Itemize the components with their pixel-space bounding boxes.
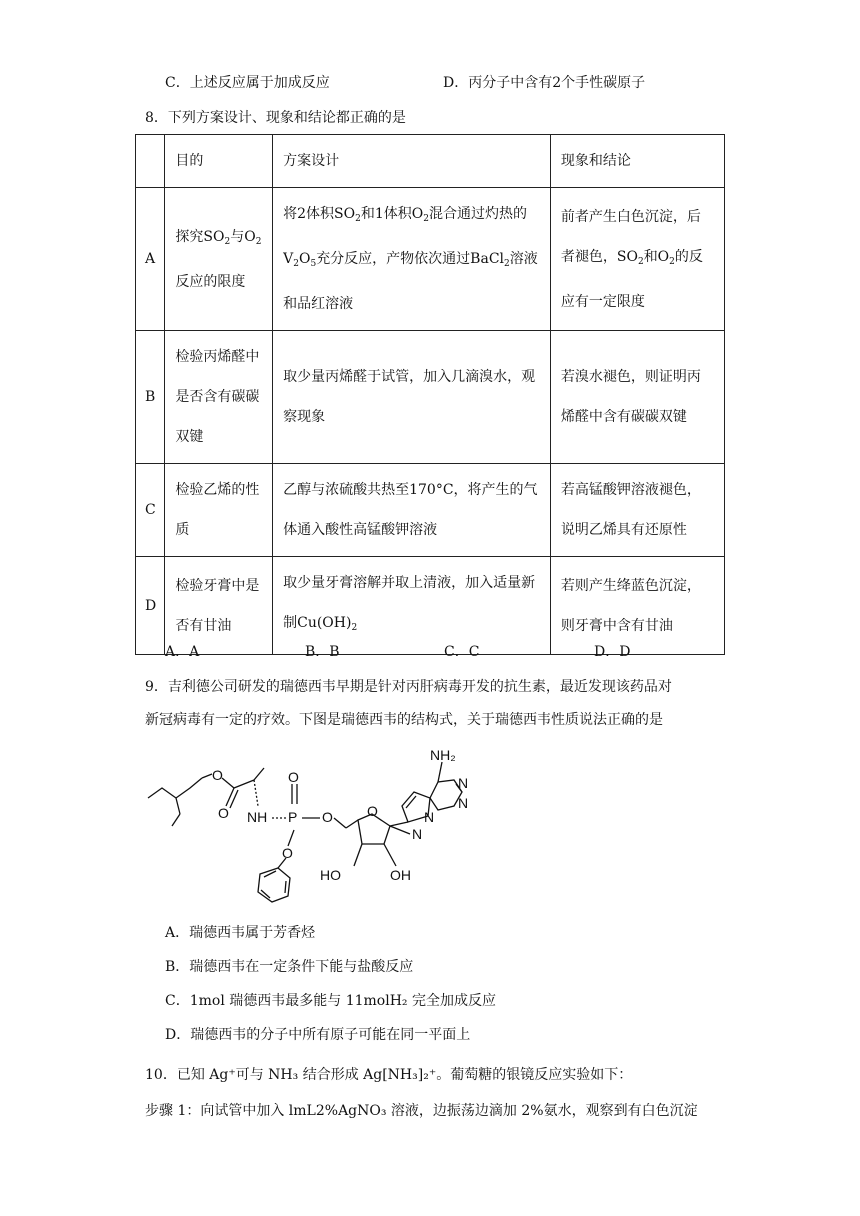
table-row bbox=[136, 331, 725, 464]
q9-option-c: C．1mol 瑞德西韦最多能与 11molH₂ 完全加成反应 bbox=[165, 993, 496, 1009]
atom-n2: N bbox=[458, 795, 469, 811]
q8-options bbox=[0, 641, 860, 661]
atom-n1: N bbox=[424, 809, 435, 825]
header-result: 现象和结论 bbox=[550, 135, 724, 188]
q8-option-a: A．A bbox=[165, 644, 200, 660]
atom-p: P bbox=[288, 809, 298, 825]
row-letter: C bbox=[136, 464, 165, 557]
q9-option-b: B．瑞德西韦在一定条件下能与盐酸反应 bbox=[165, 959, 414, 975]
row-result: 若则产生绛蓝色沉淀，则牙膏中含有甘油 bbox=[560, 577, 701, 634]
row-goal: 检验牙膏中是否有甘油 bbox=[175, 577, 260, 634]
atom-ho: HO bbox=[320, 867, 341, 883]
q9-option-a: A．瑞德西韦属于芳香烃 bbox=[165, 925, 316, 941]
row-goal: 检验乙烯的性质 bbox=[175, 482, 260, 538]
row-plan: 取少量牙膏溶解并取上清液，加入适量新制$Cu(OH)_2$ bbox=[283, 575, 536, 633]
q9-stem-line2: 新冠病毒有一定的疗效。下图是瑞德西韦的结构式，关于瑞德西韦性质说法正确的是 bbox=[145, 712, 663, 728]
table-row bbox=[136, 464, 725, 557]
row-plan: 取少量丙烯醛于试管，加入几滴溴水，观察现象 bbox=[283, 369, 536, 425]
row-plan: 乙醇与浓硫酸共热至170°C，将产生的气体通入酸性高锰酸钾溶液 bbox=[283, 482, 538, 538]
atom-cn: N bbox=[412, 826, 423, 842]
q8-option-d: D．D bbox=[594, 644, 631, 660]
q9-option-d: D．瑞德西韦的分子中所有原子可能在同一平面上 bbox=[165, 1027, 471, 1043]
q7-option-d: D．丙分子中含有2个手性碳原子 bbox=[443, 75, 646, 91]
atom-o-phos: O bbox=[288, 769, 299, 785]
q10-step1: 步骤 1：向试管中加入 lmL2%AgNO₃ 溶液，边振荡边滴加 2%氨水，观察到有白色沉淀 bbox=[145, 1103, 698, 1119]
row-goal: 探究$SO_2$与$O_2$反应的限度 bbox=[175, 228, 262, 290]
row-letter: A bbox=[136, 188, 165, 331]
atom-n3: N bbox=[458, 775, 469, 791]
q10-stem: 10．已知 Ag⁺可与 NH₃ 结合形成 Ag[NH₃]₂⁺。葡萄糖的银镜反应实验如下： bbox=[145, 1067, 633, 1083]
row-goal: 检验丙烯醛中是否含有碳碳双键 bbox=[175, 349, 260, 445]
row-result: 若溴水褪色，则证明丙烯醛中含有碳碳双键 bbox=[560, 369, 701, 425]
header-goal: 目的 bbox=[165, 135, 273, 188]
atom-o-phenoxy: O bbox=[282, 845, 293, 861]
row-letter: B bbox=[136, 331, 165, 464]
atom-o-carbonyl: O bbox=[218, 805, 229, 821]
q8-option-c: C．C bbox=[444, 644, 480, 660]
row-plan: 将2体积$SO_2$和1体积$O_2$混合通过灼热的$V_2O_5$充分反应，产物依次通过BaCl$_2$溶液和品红溶液 bbox=[283, 206, 538, 312]
q8-table bbox=[135, 134, 725, 655]
atom-nh2: NH₂ bbox=[430, 747, 456, 763]
remdesivir-structure bbox=[140, 740, 480, 910]
atom-o-ring: O bbox=[367, 803, 378, 819]
table-row bbox=[136, 188, 725, 331]
header-plan: 方案设计 bbox=[273, 135, 551, 188]
table-row bbox=[136, 557, 725, 655]
table-header-row bbox=[136, 135, 725, 188]
atom-oh: OH bbox=[390, 867, 411, 883]
q7-option-c: C．上述反应属于加成反应 bbox=[165, 75, 330, 91]
atom-nh: NH bbox=[247, 809, 268, 825]
row-letter: D bbox=[136, 557, 165, 655]
atom-o-link: O bbox=[322, 809, 333, 825]
row-result: 若高锰酸钾溶液褪色，说明乙烯具有还原性 bbox=[560, 482, 701, 538]
q8-stem: 8．下列方案设计、现象和结论都正确的是 bbox=[145, 110, 406, 126]
atom-o-ester: O bbox=[212, 767, 223, 783]
q8-option-b: B．B bbox=[305, 644, 340, 660]
q9-stem-line1: 9．吉利德公司研发的瑞德西韦早期是针对丙肝病毒开发的抗生素，最近发现该药品对 bbox=[145, 679, 672, 695]
row-result: 前者产生白色沉淀，后者褪色，$SO_2$和$O_2$的反应有一定限度 bbox=[560, 208, 703, 310]
